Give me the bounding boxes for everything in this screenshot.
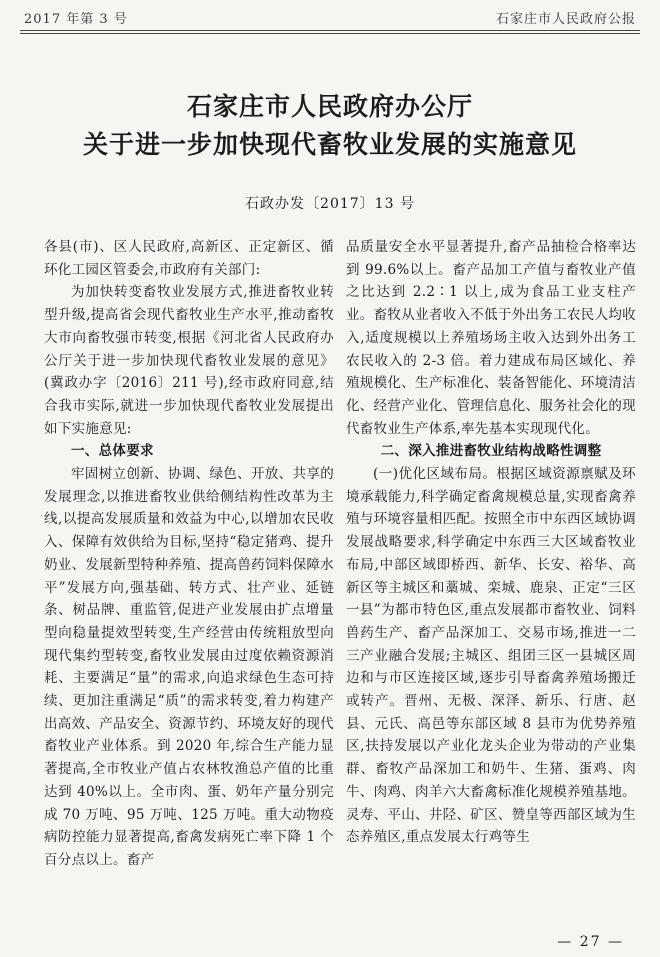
right-column <box>346 236 636 849</box>
section-2-paragraph: (一)优化区域布局。根据区域资源禀赋及环境承载能力,科学确定畜禽规模总量,实现畜禽养殖与环境容量相匹配。按照全市中东西区域协调发展战略要求,科学确定中东西三大区域畜牧业布局,中部区域即桥西、新华、长安、裕华、高新区等主城区和藁城、栾城、鹿泉、正定“三区一县”为都市特色区,重点发展都市畜牧业、饲料兽药生产、畜产品深加工、交易市场,推进一二三产业融合发展;主城区、组团三区一县城区周边和与市区连接区域,逐步引导畜禽养殖场搬迁或转产。晋州、无极、深泽、新乐、行唐、赵县、元氏、高邑等东部区域 8 县市为优势养殖区,扶持发展以产业化龙头企业为带动的产业集群、畜牧产品深加工和奶牛、生猪、蛋鸡、肉牛、肉鸡、肉羊六大畜禽标准化规模养殖基地。灵寿、平山、井陉、矿区、赞皇等西部区域为生态养殖区,重点发展太行鸡等生 <box>346 466 636 846</box>
section-1-continuation: 品质量安全水平显著提升,畜产品抽检合格率达到 99.6%以上。畜产品加工产值与畜牧业产值之比达到 2.2∶1 以上,成为食品工业支柱产业。畜牧从业者收入不低于外出务工农民人均收入,适度规模以上养殖场场主收入达到外出务工农民收入的 2-3 倍。着力建成布局区域化、养殖规模化、生产标准化、装备智能化、环境清洁化、经营产业化、管理信息化、服务社会化的现代畜牧业生产体系,率先基本实现现代化。 <box>346 239 636 437</box>
header-rule <box>20 30 640 31</box>
left-column <box>44 236 334 872</box>
document-title <box>0 88 660 164</box>
salutation: 各县(市)、区人民政府,高新区、正定新区、循环化工园区管委会,市政府有关部门: <box>44 239 334 278</box>
page-number: — 27 — <box>557 934 624 950</box>
document-number: 石政办发〔2017〕13 号 <box>245 196 415 212</box>
header-journal-name: 石家庄市人民政府公报 <box>495 12 636 27</box>
section-2-heading: 二、深入推进畜牧业结构战略性调整 <box>380 443 602 460</box>
title-line-2: 关于进一步加快现代畜牧业发展的实施意见 <box>82 130 577 159</box>
section-1-paragraph: 牢固树立创新、协调、绿色、开放、共享的发展理念,以推进畜牧业供给侧结构性改革为主线,以提高发展质量和效益为中心,以增加农民收入、保障有效供给为目标,坚持“稳定猪鸡、提升奶业、发展新型特种养殖、提高兽药饲料保障水平”发展方向,强基础、转方式、壮产业、延链条、树品牌、重监管,促进产业发展由扩点增量型向稳量提效型转变,生产经营由传统粗放型向现代集约型转变,畜牧业发展由过度依赖资源消耗、主要满足“量”的需求,向追求绿色生态可持续、更加注重满足“质”的需求转变,着力构建产出高效、产品安全、资源节约、环境友好的现代畜牧业产业体系。到 2020 年,综合生产能力显著提高,全市牧业产值占农林牧渔总产值的比重达到 40%以上。全市肉、蛋、奶年产量分别完成 70 万吨、95 万吨、125 万吨。重大动物疫病防控能力显著提高,畜禽发病死亡率下降 1 个百分点以上。畜产 <box>44 466 334 868</box>
title-line-1: 石家庄市人民政府办公厅 <box>186 92 473 121</box>
intro-paragraph: 为加快转变畜牧业发展方式,推进畜牧业转型升级,提高省会现代畜牧业生产水平,推动畜牧大市向畜牧强市转变,根据《河北省人民政府办公厅关于进一步加快现代畜牧业发展的意见》(冀政办字〔2016〕211 号),经市政府同意,结合我市实际,就进一步加快现代畜牧业发展提出如下实施意见: <box>44 284 334 437</box>
header-rule <box>20 33 640 34</box>
section-1-heading: 一、总体要求 <box>71 443 154 460</box>
header-issue: 2017 年第 3 号 <box>24 12 128 27</box>
